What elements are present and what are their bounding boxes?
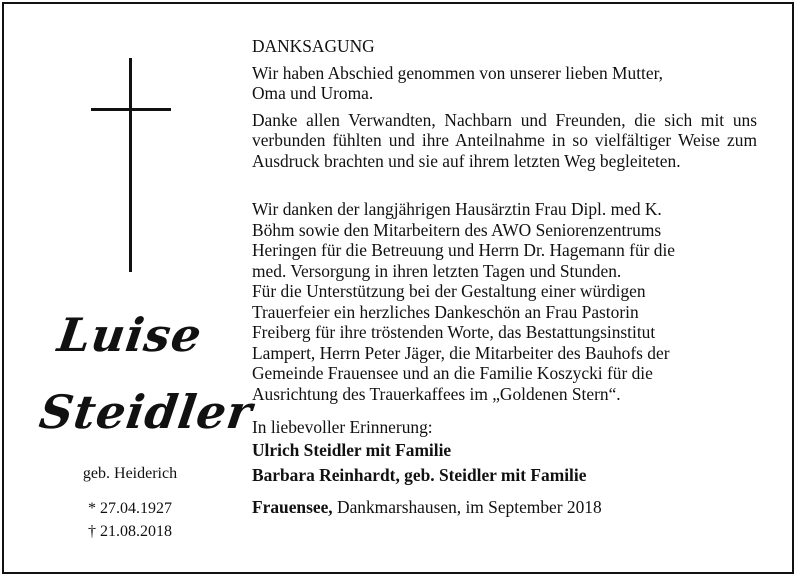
place-name: Frauensee, xyxy=(252,496,333,517)
paragraph-acknowledgements xyxy=(252,199,757,404)
place-date-line xyxy=(252,497,757,518)
notice-text xyxy=(252,36,757,517)
paragraph-thanks: Danke allen Verwandten, Nachbarn und Freunden, die sich mit uns verbunden fühlten und ihre Anteilnahme in so vielfältiger Weise zum Ausdruck brachten und sie auf ihrem letzten Weg begleiteten. xyxy=(252,109,757,171)
ack-line: Heringen für die Betreuung und Herrn Dr. Hagemann für die xyxy=(252,240,676,260)
ack-line: med. Versorgung in ihren letzten Tagen und Stunden. xyxy=(252,260,622,281)
cross-vertical-bar xyxy=(129,58,132,272)
place-date-rest: Dankmarshausen, im September 2018 xyxy=(332,496,602,517)
ack-line: Gemeinde Frauensee und an die Familie Koszycki für die xyxy=(252,363,653,383)
maiden-name: geb. Heiderich xyxy=(82,465,178,482)
ack-line: Wir danken der langjährigen Hausärztin Frau Dipl. med K. xyxy=(252,199,662,219)
ack-line: Böhm sowie den Mitarbeitern des AWO Seniorenzentrums xyxy=(252,219,662,240)
ack-line: Lampert, Herrn Peter Jäger, die Mitarbeiter des Bauhofs der xyxy=(252,342,670,363)
family-signature-1: Ulrich Steidler mit Familie xyxy=(252,439,452,460)
birth-date: * 27.04.1927 xyxy=(88,500,172,517)
deceased-first-name: Luise xyxy=(54,308,206,362)
paragraph-farewell xyxy=(252,63,757,104)
ack-line: Für die Unterstützung bei der Gestaltung einer würdigen xyxy=(252,281,646,301)
ack-line: Freiberg für ihre tröstenden Worte, das Bestattungsinstitut xyxy=(252,322,656,342)
ack-line: Trauerfeier ein herzliches Dankeschön an Frau Pastorin xyxy=(252,301,639,322)
deceased-last-name: Steidler xyxy=(36,385,257,439)
cross-horizontal-bar xyxy=(91,108,171,111)
ack-line: Ausrichtung des Trauerkaffees im „Goldenen Stern“. xyxy=(252,383,621,404)
farewell-line-2: Oma und Uroma. xyxy=(252,83,374,103)
family-signature-2: Barbara Reinhardt, geb. Steidler mit Familie xyxy=(252,464,587,485)
memory-line: In liebevoller Erinnerung: xyxy=(252,417,433,437)
death-date: † 21.08.2018 xyxy=(88,523,172,540)
farewell-line-1: Wir haben Abschied genommen von unserer lieben Mutter, xyxy=(252,62,664,83)
heading: DANKSAGUNG xyxy=(252,36,375,56)
